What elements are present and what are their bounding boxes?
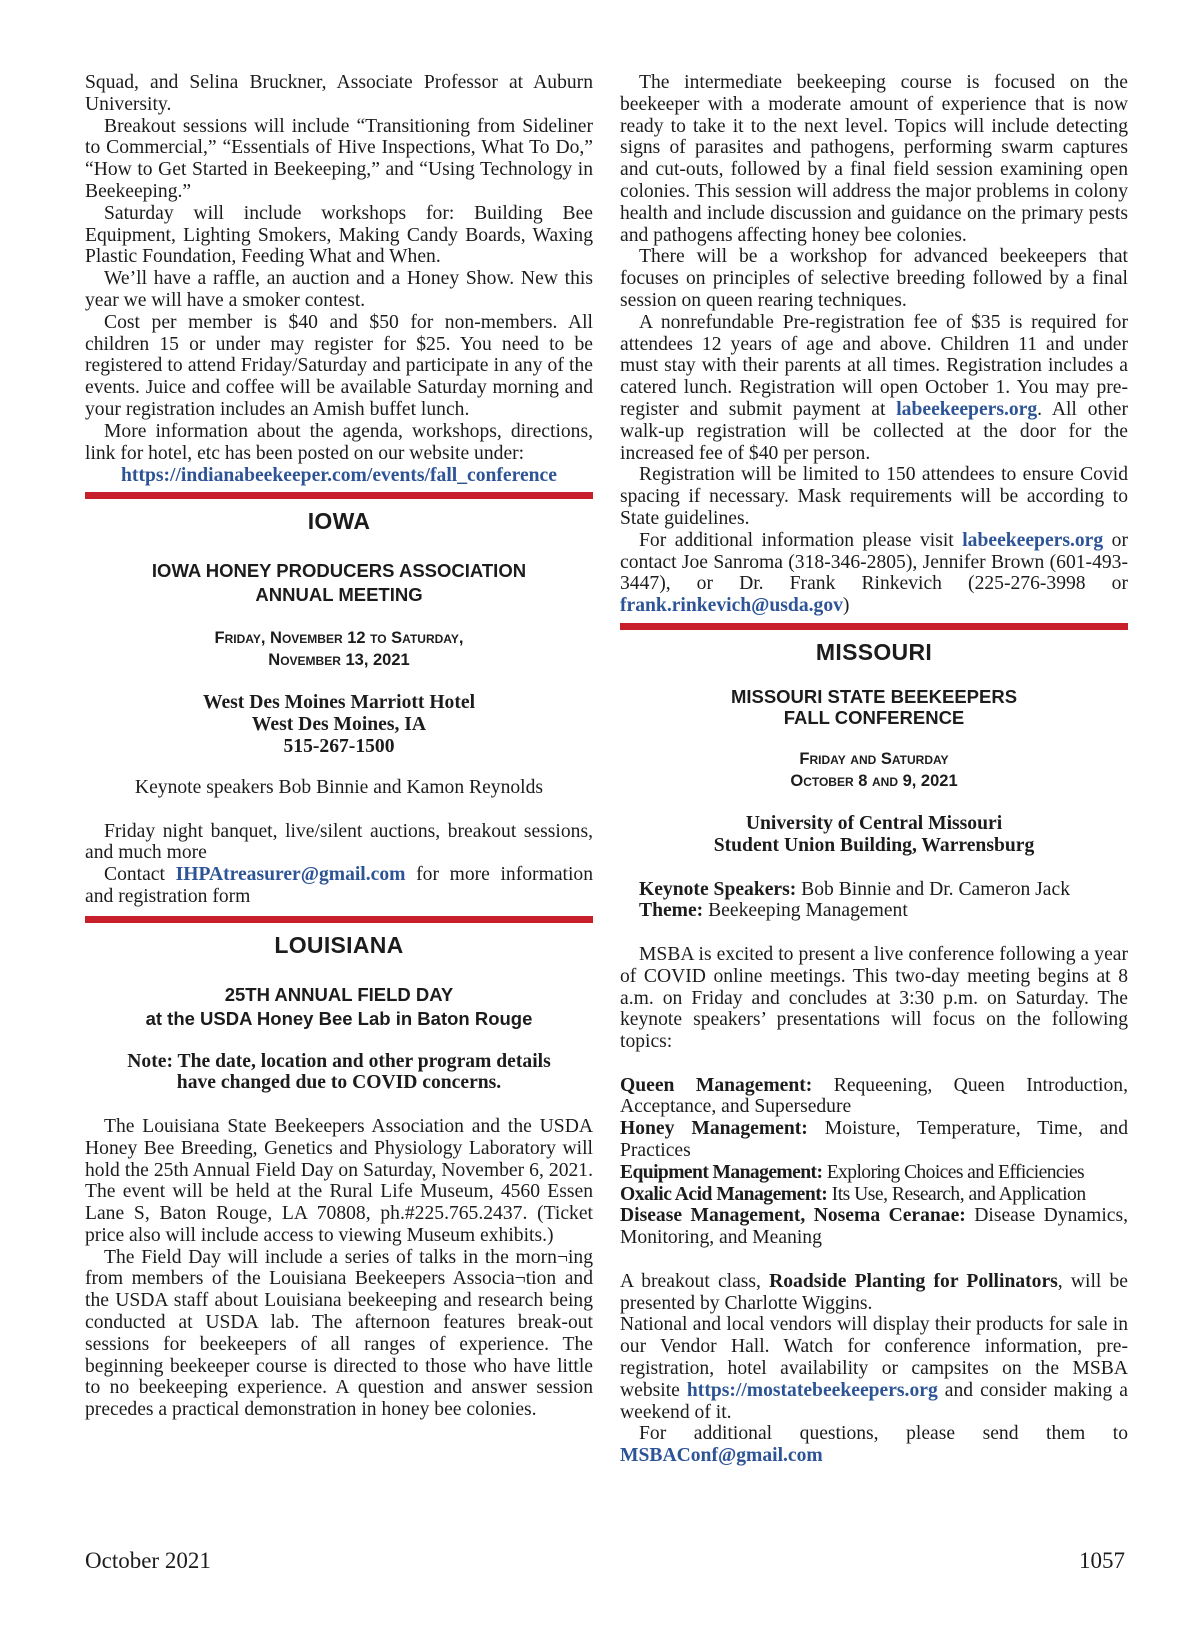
section-divider (85, 492, 593, 499)
date-line: Friday, November 12 to Saturday, (214, 628, 464, 647)
indiana-conference-link[interactable]: https://indianabeekeeper.com/events/fall_conference (121, 465, 557, 487)
right-column (620, 72, 1128, 1467)
label: Theme: (639, 900, 704, 922)
paragraph (620, 312, 1128, 465)
page-number: 1057 (1079, 1548, 1125, 1573)
text: For additional questions, please send them to (639, 1423, 1128, 1445)
venue-line: West Des Moines, IA (251, 713, 427, 735)
paragraph: There will be a workshop for advanced beekeepers that focuses on principles of selective breeding followed by a final session on queen rearing techniques. (620, 246, 1128, 311)
section-heading-louisiana: LOUISIANA (274, 931, 404, 958)
paragraph: Breakout sessions will include “Transitioning from Sideliner to Commercial,” “Essentials of Hive Inspections, What To Do,” “How to Get Started in Beekeeping,” and “Using Technology in Beekeeping.” (85, 115, 593, 202)
text: Requeening, Queen Introduction, Acceptance, and Supersedure (620, 1074, 1128, 1118)
event-venue (620, 813, 1128, 857)
section-heading-iowa: IOWA (307, 508, 371, 535)
label: Honey Management: (620, 1118, 808, 1140)
date-line: November 13, 2021 (268, 650, 410, 669)
paragraph: The intermediate beekeeping course is focused on the beekeeper with a moderate amount of experience that is now ready to take it to the next level. Topics will include detecting signs of parasites and pathogens, performing swarm captures and cut-outs, followed by a final field session examining open colonies. This session will address the major problems in colony health and include discussion and guidance on the primary pests and pathogens affecting honey bee colonies. (620, 72, 1128, 246)
text: Exploring Choices and Efficiencies (822, 1161, 1084, 1183)
text: Its Use, Research, and Application (827, 1183, 1086, 1205)
topic-item (620, 1118, 1128, 1162)
paragraph (620, 1271, 1128, 1315)
keynote-line: Keynote speakers Bob Binnie and Kamon Reynolds (134, 776, 544, 798)
text: For additional information please visit (639, 529, 963, 551)
venue-line: University of Central Missouri (745, 812, 1003, 834)
paragraph: More information about the agenda, workshops, directions, link for hotel, etc has been posted on our website under: (85, 420, 593, 464)
paragraph (620, 1314, 1128, 1423)
event-dates (620, 748, 1128, 792)
issue-date: October 2021 (85, 1548, 211, 1573)
label: Keynote Speakers: (639, 878, 797, 900)
section-divider (620, 623, 1128, 630)
section-divider (85, 916, 593, 923)
paragraph: Cost per member is $40 and $50 for non-members. All children 15 or under may register for $25. You need to be registered to attend Friday/Saturday and participate in any of the events. Juice and coffee will be available Saturday morning and your registration includes an Amish buffet lunch. (85, 311, 593, 420)
rinkevich-email-link[interactable]: frank.rinkevich@usda.gov (620, 595, 843, 617)
paragraph: We’ll have a raffle, an auction and a Honey Show. New this year we will have a smoker contest. (85, 268, 593, 311)
mostatebeekeepers-link[interactable]: https://mostatebeekeepers.org (686, 1379, 938, 1401)
event-venue (85, 692, 593, 758)
org-line: IOWA HONEY PRODUCERS ASSOCIATION (151, 559, 527, 581)
org-line: FALL CONFERENCE (783, 706, 965, 728)
section-heading-missouri: MISSOURI (815, 638, 933, 665)
text: A breakout class, (620, 1270, 770, 1292)
text: National and local vendors will display their products for sale in our Vendor Hall. Watch for conference information, pre-registration, hotel availability or campsites on the MSBA website (620, 1314, 1128, 1401)
paragraph: Registration will be limited to 150 attendees to ensure Covid spacing if necessary. Mask requirements will be according to State guidelines. (620, 464, 1128, 529)
note-line: have changed due to COVID concerns. (176, 1072, 502, 1094)
paragraph: Squad, and Selina Bruckner, Associate Professor at Auburn University. (85, 72, 593, 115)
date-line: Friday and Saturday (799, 749, 949, 768)
text: Disease Dynamics, Monitoring, and Meaning (620, 1205, 1128, 1249)
label: Disease Management, Nosema Ceranae: (620, 1205, 966, 1227)
org-line: 25TH ANNUAL FIELD DAY (224, 983, 454, 1005)
text: Beekeeping Management (703, 900, 908, 922)
text: Bob Binnie and Dr. Cameron Jack (796, 878, 1071, 900)
label: Equipment Management: (620, 1161, 823, 1183)
text: . All other walk-up registration will be collected at the door for the increased fee of $40 per person. (620, 398, 1128, 464)
contact-paragraph (85, 864, 593, 908)
covid-note (85, 1051, 593, 1095)
paragraph (620, 530, 1128, 617)
date-line: October 8 and 9, 2021 (790, 771, 958, 790)
text: Moisture, Temperature, Time, and Practices (620, 1118, 1128, 1162)
note-line: Note: The date, location and other program details (127, 1050, 551, 1072)
label: Queen Management: (620, 1074, 813, 1096)
labeekeepers-link[interactable]: labeekeepers.org (962, 529, 1104, 551)
topic-item (620, 1162, 1128, 1184)
paragraph: The Field Day will include a series of talks in the morn¬ing from members of the Louisiana Beekeepers Associa¬tion and the USDA staff about Louisiana beekeeping and research being conducted at USDA lab. The afternoon features break-out sessions for beekeepers of all ranges of experience. The beginning beekeeper course is directed to those who have little to no beekeeping experience. A question and answer session precedes a practical demonstration in honey bee colonies. (85, 1246, 593, 1421)
left-column (85, 72, 593, 1421)
event-organization (85, 983, 593, 1031)
paragraph: Saturday will include workshops for: Building Bee Equipment, Lighting Smokers, Making Candy Boards, Waxing Plastic Foundation, Feeding What and When. (85, 202, 593, 268)
text: ) (842, 595, 850, 617)
text: , will be presented by Charlotte Wiggins. (620, 1270, 1128, 1314)
org-line: at the USDA Honey Bee Lab in Baton Rouge (145, 1007, 533, 1029)
paragraph (620, 1423, 1128, 1467)
venue-phone: 515-267-1500 (283, 735, 395, 757)
text: for more information and registration form (85, 864, 593, 907)
text: Contact (104, 864, 176, 886)
text: and consider making a weekend of it. (620, 1379, 1128, 1423)
event-organization (85, 559, 593, 607)
breakout-title: Roadside Planting for Pollinators (769, 1270, 1058, 1292)
msba-email-link[interactable]: MSBAConf@gmail.com (620, 1445, 823, 1467)
topic-item (620, 1205, 1128, 1249)
paragraph: The Louisiana State Beekeepers Association and the USDA Honey Bee Breeding, Genetics and Physiology Laboratory will hold the 25th Annual Field Day on Saturday, November 6, 2021. The event will be held at the Rural Life Museum, 4560 Essen Lane S, Baton Rouge, LA 70808, ph.#225.765.2437. (Ticket price also will include access to viewing Museum exhibits.) (85, 1115, 593, 1246)
event-organization (620, 686, 1128, 728)
paragraph: Friday night banquet, live/silent auctions, breakout sessions, and much more (85, 820, 593, 864)
org-line: MISSOURI STATE BEEKEEPERS (730, 685, 1018, 707)
label: Oxalic Acid Management: (620, 1183, 828, 1205)
text: A nonrefundable Pre-registration fee of $35 is required for attendees 12 years of age and above. Children 11 and under must stay with their parents at all times. Registration includes a catered lunch. Registration will open October 1. You may pre-register and submit payment at (620, 311, 1128, 420)
iowa-email-link[interactable]: IHPAtreasurer@gmail.com (175, 864, 406, 886)
topic-item (620, 1184, 1128, 1206)
labeekeepers-link[interactable]: labeekeepers.org (896, 398, 1038, 420)
topic-item (620, 1075, 1128, 1119)
paragraph: MSBA is excited to present a live conference following a year of COVID online meetings. This two-day meeting begins at 8 a.m. on Friday and concludes at 3:30 p.m. on Saturday. The keynote speakers’ presentations will focus on the following topics: (620, 943, 1128, 1053)
venue-line: Student Union Building, Warrensburg (713, 834, 1035, 856)
event-dates (85, 627, 593, 671)
org-line: ANNUAL MEETING (255, 583, 423, 605)
topic-list (620, 1075, 1128, 1249)
keynote-line (620, 879, 1128, 901)
theme-line (620, 900, 1128, 922)
text: or contact Joe Sanroma (318-346-2805), Jennifer Brown (601-493-3447), or Dr. Frank Rinkevich (225-276-3998 or (620, 529, 1128, 595)
venue-line: West Des Moines Marriott Hotel (202, 691, 476, 713)
